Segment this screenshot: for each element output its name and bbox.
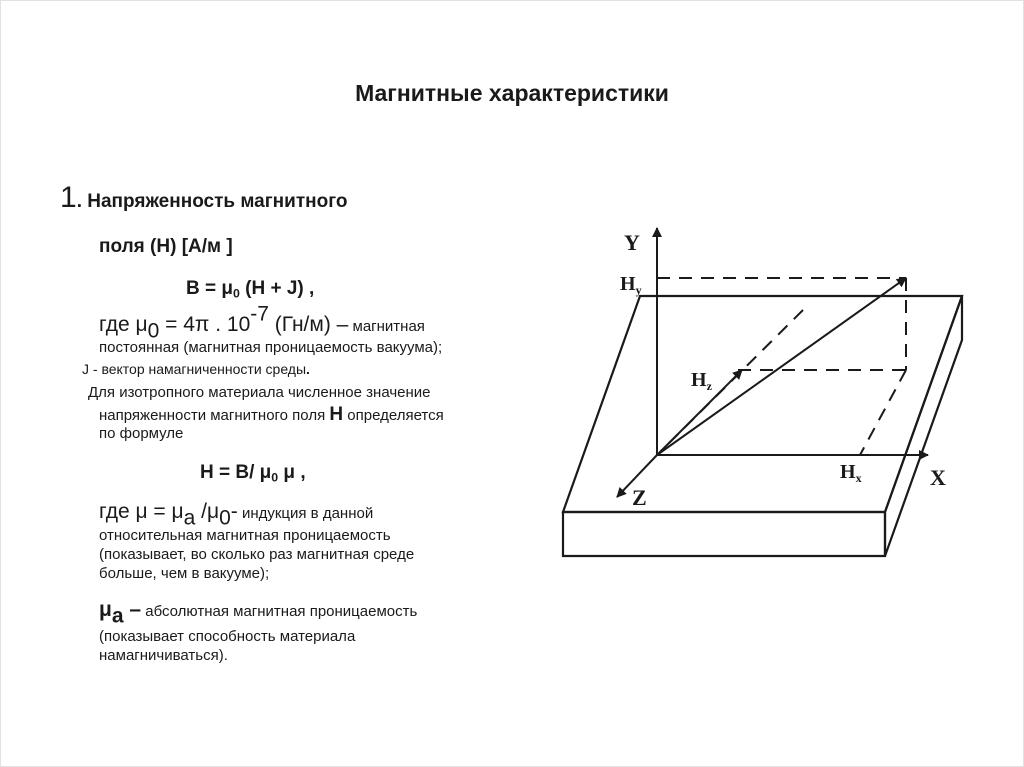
mu0-desc: магнитная [348,318,425,335]
formula-h [200,462,306,484]
isotropic-h: H [329,404,344,425]
formula-h-rest: μ , [278,462,306,483]
mua-sym: μ [99,598,112,621]
mu0-definition [99,302,425,343]
slab-right-face [885,296,962,556]
mu-desc-line3: (показывает, во сколько раз магнитная среде [99,546,415,563]
formula-h-lhs: H = B/ μ [200,462,272,483]
mu0-desc-line2: постоянная (магнитная проницаемость вакуума); [99,339,443,356]
mu-mid: /μ [195,500,220,523]
hx-projection-line [860,370,906,455]
j-definition [82,361,310,377]
mu0-eq: = 4π . 10 [159,313,251,336]
formula-b-rest: (H + J) , [239,278,315,299]
mu-definition [99,500,374,530]
isotropic-line3: по формуле [99,425,184,442]
item-heading-text: . Напряженность магнитного [76,191,348,212]
mu0-unit: (Гн/м) – [268,313,349,336]
mu-sub-a: a [183,506,196,530]
axis-y-label: Y [624,230,640,255]
axis-x-label: X [930,465,946,490]
isotropic-line2 [99,404,444,426]
isotropic-line2-pre: напряженности магнитного поля [99,407,330,424]
axis-z-label: Z [632,485,647,510]
mu0-sup: -7 [250,302,269,326]
mua-desc: абсолютная магнитная проницаемость [141,603,418,620]
formula-b-sub: 0 [233,286,240,301]
mu-dash: - [230,500,238,523]
slab-top-face [563,296,962,512]
formula-b [186,278,314,300]
formula-b-lhs: B = μ [186,278,233,299]
slab-front-face [563,512,885,556]
j-text: J - вектор намагниченности среды [82,361,307,377]
magnetic-field-diagram [540,215,1010,575]
mua-sub: a [111,604,124,628]
item-heading [60,181,347,215]
mu-desc: индукция в данной [237,505,374,522]
mua-definition [99,598,418,628]
mua-dash: – [123,598,142,621]
item-heading-line2: поля (Н) [А/м ] [99,236,233,257]
isotropic-line2-post: определяется [343,407,444,424]
mu-prefix: где μ = μ [99,500,184,523]
h-vector [657,278,906,455]
slide-title: Магнитные характеристики [355,80,669,106]
hy-label: $H_y$ [620,273,642,297]
mua-desc-line3: намагничиваться). [99,647,228,664]
mu0-prefix: где μ [99,313,148,336]
mu-desc-line2: относительная магнитная проницаемость [99,527,391,544]
j-dot: . [306,361,310,377]
formula-h-sub: 0 [271,470,279,485]
hx-label: $H_x$ [840,461,862,485]
mu0-sub: 0 [147,319,160,343]
isotropic-line1: Для изотропного материала численное значение [88,384,431,401]
mua-desc-line2: (показывает способность материала [99,628,356,645]
item-number: 1 [60,181,77,214]
mu-sub-0: 0 [219,506,231,530]
mu-desc-line4: больше, чем в вакууме); [99,565,270,582]
hz-label: $H_z$ [691,369,712,393]
